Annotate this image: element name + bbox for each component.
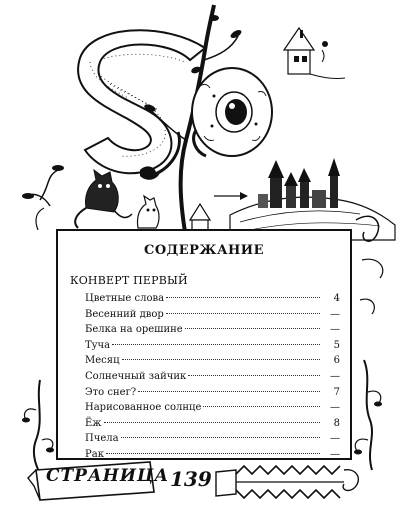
- toc-entry-list: [68, 293, 340, 465]
- house-icon: [284, 28, 314, 74]
- cat-icon: [75, 170, 132, 228]
- big-letter-s-icon: [78, 30, 205, 176]
- toc-leader-dots: [203, 406, 320, 407]
- contents-title: СОДЕРЖАНИЕ: [143, 243, 265, 258]
- big-letter-o-icon: [192, 68, 272, 156]
- toc-entry-label: Солнечный зайчик: [85, 370, 187, 382]
- toc-entry-page: —: [330, 402, 340, 414]
- toc-leader-dots: [121, 437, 320, 438]
- toc-entry[interactable]: [85, 371, 340, 387]
- toc-entry[interactable]: [85, 355, 340, 371]
- toc-entry-label: Ёж: [85, 417, 102, 429]
- toc-entry-page: —: [330, 448, 340, 460]
- toc-entry-page: 4: [333, 293, 340, 304]
- toc-leader-dots: [138, 391, 320, 392]
- bird-icon: [140, 166, 162, 179]
- toc-entry-page: —: [330, 433, 340, 445]
- toc-entry-page: —: [330, 370, 340, 382]
- toc-entry-label: Весенний двор: [85, 308, 164, 320]
- toc-leader-dots: [188, 375, 320, 376]
- toc-entry[interactable]: [85, 324, 340, 340]
- toc-leader-dots: [122, 359, 321, 360]
- toc-entry[interactable]: [85, 309, 340, 325]
- toc-leader-dots: [166, 297, 320, 298]
- toc-leader-dots: [104, 422, 321, 423]
- toc-entry[interactable]: [85, 340, 340, 356]
- toc-entry[interactable]: [85, 433, 340, 449]
- toc-entry-page: —: [330, 324, 340, 336]
- section-heading: КОНВЕРТ ПЕРВЫЙ: [70, 274, 188, 287]
- toc-entry[interactable]: [85, 402, 340, 418]
- toc-entry-page: 6: [333, 355, 340, 367]
- toc-entry-label: Нарисованное солнце: [85, 402, 202, 414]
- toc-entry[interactable]: [85, 293, 340, 309]
- table-of-contents: [56, 229, 352, 460]
- banner-word: СТРАНИЦА: [46, 466, 170, 486]
- toc-entry-label: Цветные слова: [85, 293, 165, 304]
- toc-entry-page: 8: [333, 417, 340, 429]
- toc-entry-page: 7: [333, 386, 340, 398]
- toc-entry-page: —: [330, 308, 340, 320]
- toc-leader-dots: [112, 344, 320, 345]
- toc-leader-dots: [106, 453, 320, 454]
- toc-entry-label: Туча: [85, 339, 111, 351]
- toc-leader-dots: [166, 313, 320, 314]
- page-number: 139: [170, 467, 212, 491]
- toc-entry-label: Рак: [85, 448, 104, 460]
- toc-entry[interactable]: [85, 418, 340, 434]
- toc-entry[interactable]: [85, 449, 340, 465]
- toc-entry-label: Это снег?: [85, 386, 137, 398]
- toc-entry-label: Месяц: [85, 355, 120, 367]
- toc-entry-label: Пчела: [85, 433, 119, 445]
- toc-entry[interactable]: [85, 387, 340, 403]
- toc-entry-label: Белка на орешине: [85, 324, 183, 336]
- toc-entry-page: 5: [333, 339, 340, 351]
- toc-leader-dots: [185, 328, 320, 329]
- dog-icon: [137, 196, 159, 228]
